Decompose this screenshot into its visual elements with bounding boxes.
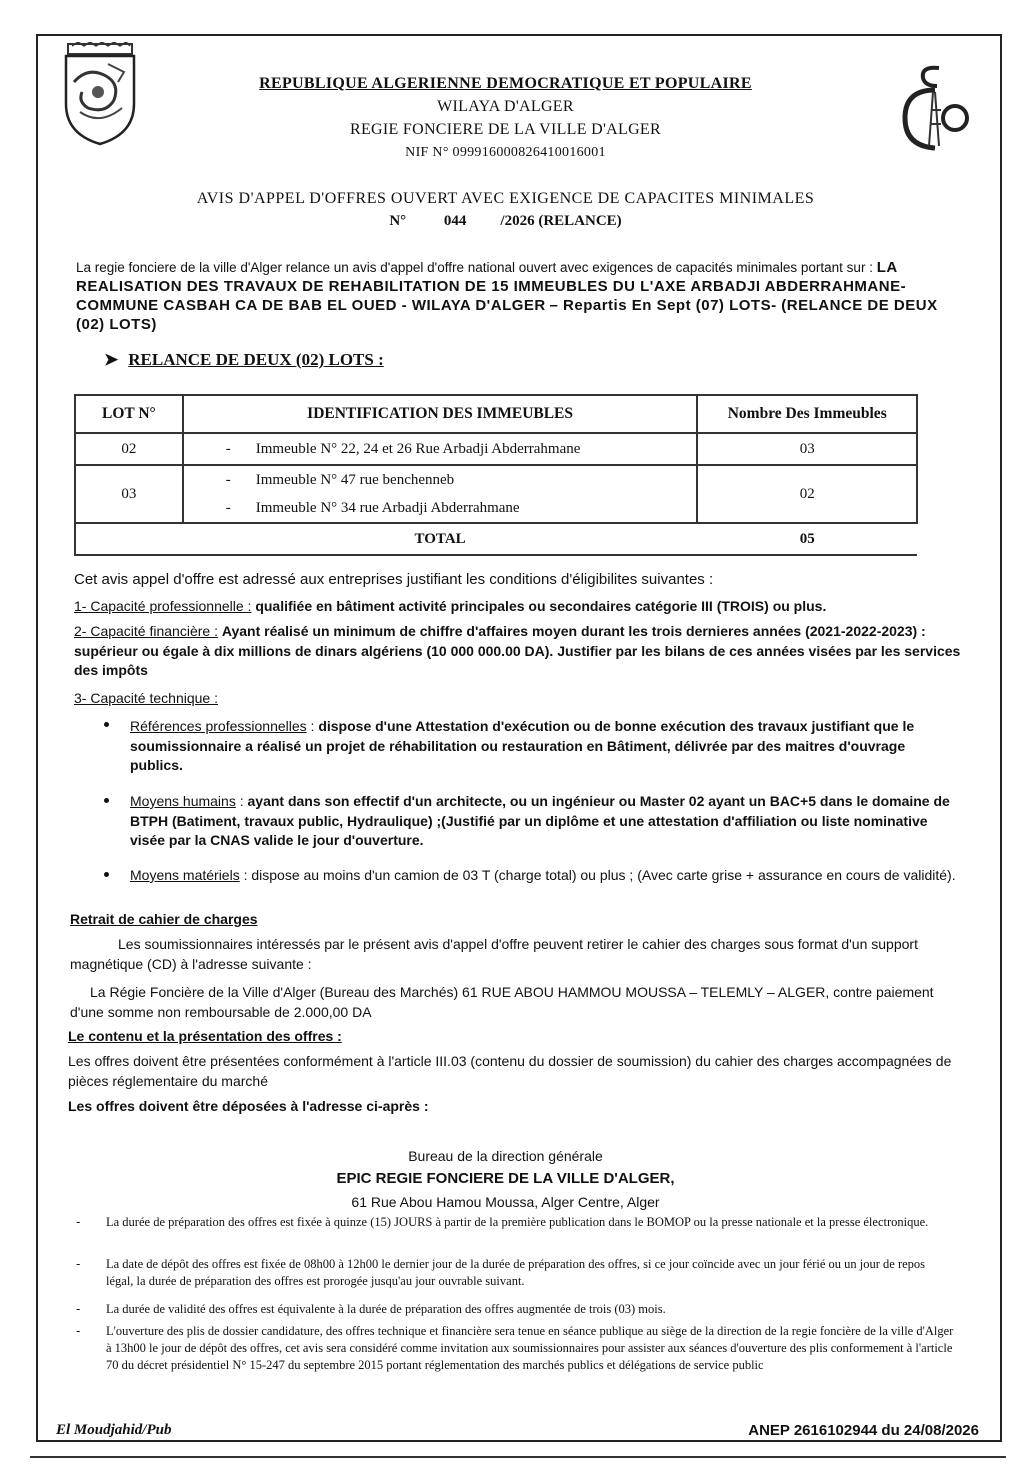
header-regie: REGIE FONCIERE DE LA VILLE D'ALGER — [350, 121, 661, 138]
bullet-dash: - — [76, 1323, 81, 1338]
total-value: 05 — [697, 523, 917, 555]
capacity-technical-label — [74, 689, 962, 709]
bullet-dash: - — [76, 1256, 81, 1271]
tech-references-text: dispose d'une Attestation d'exécution ou de bonne exécution des travaux justifiant que le soumissionnaire a réalisé un projet de réhabilitation ou restauration en Bâtiment, délivrée par des maitres d'ouvrage publics. — [130, 718, 915, 773]
lot-number: 03 — [75, 465, 183, 523]
header-nif: NIF N° 099916000826410016001 — [405, 145, 606, 160]
address-line-1: Bureau de la direction générale — [408, 1148, 603, 1164]
bullet-dot-icon — [104, 722, 109, 727]
lots-table-header — [75, 395, 917, 433]
final-bullet-1: La durée de préparation des offres est fixée à quinze (15) JOURS à partir de la première publication dans le BOMOP ou la presse nationale et la presse électronique. — [106, 1215, 929, 1229]
footer-anep-reference: ANEP 2616102944 du 24/08/2026 — [744, 1422, 983, 1439]
notice-number-suffix: /2026 (RELANCE) — [500, 213, 622, 229]
tech-material: Moyens matériels : dispose au moins d'un camion de 03 T (charge total) ou plus ; (Avec carte grise + assurance en cours de validité). — [130, 867, 956, 883]
header-wilaya: WILAYA D'ALGER — [437, 98, 574, 115]
lot-number: 02 — [75, 433, 183, 465]
intro-repartis: – Repartis En Sept (07) LOTS- (RELANCE DE DEUX (02) LOTS) — [76, 297, 938, 333]
address-line-3: 61 Rue Abou Hamou Moussa, Alger Centre, Alger — [351, 1194, 660, 1210]
capacity-financial-label: 2- Capacité financière : — [74, 623, 218, 639]
final-bullet-2: La date de dépôt des offres est fixée de 08h00 à 12h00 le dernier jour de la durée de préparation des offres, si ce jour coïncide avec un jour férié ou un jour de repos légal, la durée de préparation des offres est prorogée jusqu'au jour ouvrable suivant. — [106, 1257, 926, 1288]
lot-count: 02 — [697, 465, 917, 523]
contenu-heading — [68, 1027, 956, 1047]
intro-paragraph — [76, 258, 966, 334]
capacity-professional — [74, 597, 962, 617]
header-lot: LOT N° — [75, 395, 183, 433]
table-row — [75, 465, 917, 523]
header-count: Nombre Des Immeubles — [697, 395, 917, 433]
building-item: Immeuble N° 22, 24 et 26 Rue Arbadji Abderrahmane — [255, 441, 581, 457]
tech-human-label: Moyens humains — [130, 793, 236, 809]
capacity-technical-label-text: 3- Capacité technique : — [74, 690, 218, 706]
tech-material-label: Moyens matériels — [130, 867, 240, 883]
header-identification: IDENTIFICATION DES IMMEUBLES — [183, 395, 698, 433]
total-label: TOTAL — [183, 523, 698, 555]
retrait-heading — [70, 910, 958, 930]
notice-number-prefix: N° — [389, 213, 407, 229]
table-total-row — [75, 523, 917, 555]
final-bullet-3: La durée de validité des offres est équivalente à la durée de préparation des offres augmentée de trois (03) mois. — [106, 1302, 666, 1316]
table-row — [75, 433, 917, 465]
retrait-paragraph-1: Les soumissionnaires intéressés par le présent avis d'appel d'offre peuvent retirer le cahier des charges sous format d'un support magnétique (CD) à l'adresse suivante : — [70, 936, 918, 972]
tech-references: Références professionnelles : dispose d'une Attestation d'exécution ou de bonne exécution des travaux justifiant que le soumissionnaire a réalisé un projet de réhabilitation ou restauration en Bâtiment, délivrée par des maitres d'ouvrage publics. — [130, 718, 915, 773]
notice-title: AVIS D'APPEL D'OFFRES OUVERT AVEC EXIGENCE DE CAPACITES MINIMALES — [196, 190, 815, 207]
intro-text: La regie fonciere de la ville d'Alger relance un avis d'appel d'offre national ouvert avec exigences de capacités minimales portant sur : — [76, 260, 873, 275]
bullet-dash: - — [76, 1214, 81, 1229]
relance-heading — [104, 350, 384, 370]
relance-heading-text: RELANCE DE DEUX (02) LOTS : — [128, 350, 384, 369]
lot-identification: - Immeuble N° 22, 24 et 26 Rue Arbadji Abderrahmane — [183, 433, 698, 465]
lot-count: 03 — [697, 433, 917, 465]
capacity-financial-text: Ayant réalisé un minimum de chiffre d'affaires moyen durant les trois dernieres années (2021-2022-2023) : supérieur ou égale à dix millions de dinars algériens (10 000 000.00 DA). Justifier par les bilans de ces années visées par les services des impôts — [74, 623, 961, 678]
capacity-professional-text: qualifiée en bâtiment activité principales ou secondaires catégorie III (TROIS) ou plus. — [255, 598, 827, 614]
arrow-bullet-icon: ➤ — [104, 350, 119, 369]
tech-material-text: dispose au moins d'un camion de 03 T (charge total) ou plus ; (Avec carte grise + assurance en cours de validité). — [251, 867, 956, 883]
notice-number-value: 044 — [443, 213, 467, 229]
bullet-dot-icon — [104, 798, 109, 803]
footer-publisher: El Moudjahid/Pub — [52, 1422, 175, 1439]
address-line-2: EPIC REGIE FONCIERE DE LA VILLE D'ALGER, — [336, 1170, 675, 1187]
tech-human-text: ayant dans son effectif d'un architecte, ou un ingénieur ou Master 02 ayant un BAC+5 dans le domaine de BTPH (Batiment, travaux public, Hydraulique) ;(Justifié par un diplôme et une attestation d'affiliation ou liste nominative visée par la CNAS valide le jour d'ouverture. — [130, 793, 950, 848]
header-republique: REPUBLIQUE ALGERIENNE DEMOCRATIQUE ET POPULAIRE — [259, 75, 752, 92]
final-bullet-4: L'ouverture des plis de dossier candidature, des offres technique et financière sera tenue en séance publique au siège de la direction de la regie foncière de la ville d'Alger à 13h00 le jour de dépôt des offres, cet avis sera considéré comme invitation aux soumissionnaires pour assister aux séances d'ouverture des plis conformement à l'article 70 du décret présidentiel N° 15-247 du septembre 2015 portant réglementation des marchés publics et délégations de service public — [106, 1324, 954, 1372]
retrait-heading-text: Retrait de cahier de charges — [70, 911, 258, 927]
capacity-financial — [74, 622, 962, 681]
contenu-heading-text: Le contenu et la présentation des offres : — [68, 1028, 342, 1044]
contenu-paragraph-1: Les offres doivent être présentées conformément à l'article III.03 (contenu du dossier de soumission) du cahier des charges accompagnées de pièces réglementaire du marché — [68, 1053, 952, 1089]
eligibility-intro: Cet avis appel d'offre est adressé aux entreprises justifiant les conditions d'éligibilites suivantes : — [74, 571, 714, 588]
notice-number — [0, 213, 1011, 230]
capacity-professional-label: 1- Capacité professionnelle : — [74, 598, 252, 614]
bullet-dot-icon — [104, 872, 109, 877]
building-item: Immeuble N° 34 rue Arbadji Abderrahmane — [255, 500, 520, 516]
lots-table — [74, 394, 918, 556]
building-item: Immeuble N° 47 rue benchenneb — [255, 472, 455, 488]
contenu-paragraph-2: Les offres doivent être déposées à l'adresse ci-après : — [68, 1098, 429, 1114]
tech-references-label: Références professionnelles — [130, 718, 307, 734]
lot-identification: - Immeuble N° 47 rue benchenneb - Immeuble N° 34 rue Arbadji Abderrahmane — [183, 465, 698, 523]
retrait-paragraph-2: La Régie Foncière de la Ville d'Alger (Bureau des Marchés) 61 RUE ABOU HAMMOU MOUSSA – TELEMLY – ALGER, contre paiement d'une somme non remboursable de 2.000,00 DA — [70, 984, 934, 1020]
bullet-dash: - — [76, 1301, 81, 1316]
tech-human: Moyens humains : ayant dans son effectif d'un architecte, ou un ingénieur ou Master 02 ayant un BAC+5 dans le domaine de BTPH (Batiment, travaux public, Hydraulique) ;(Justifié par un diplôme et une attestation d'affiliation ou liste nominative visée par la CNAS valide le jour d'ouverture. — [130, 793, 950, 848]
intro-object: LA REALISATION DES TRAVAUX DE REHABILITATION DE 15 IMMEUBLES DU L'AXE ARBADJI ABDERRAHMANE- COMMUNE CASBAH CA DE BAB EL OUED - WILAYA D'ALGER — [76, 259, 907, 314]
